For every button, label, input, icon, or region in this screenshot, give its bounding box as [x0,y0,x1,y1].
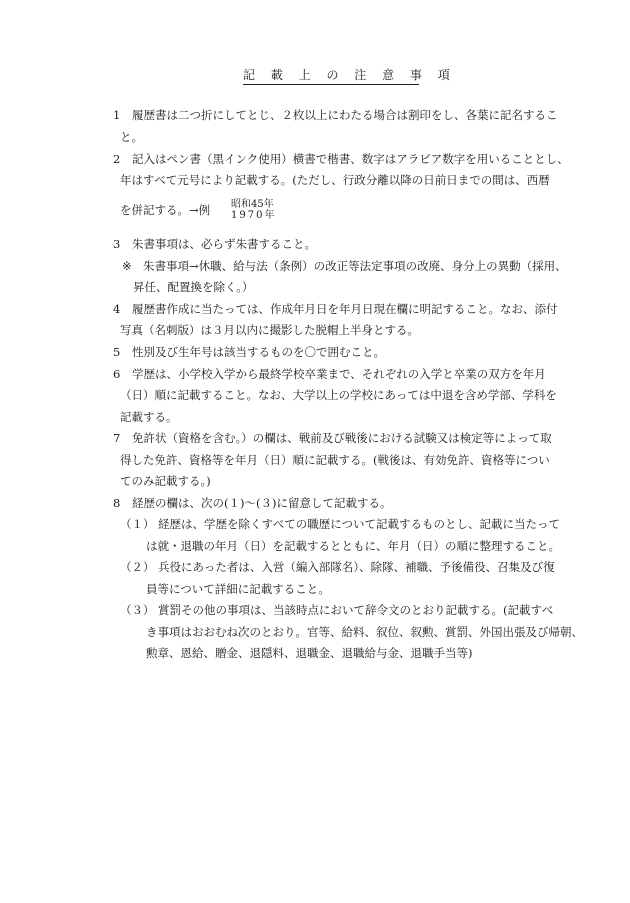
item-5-number: 5 [113,345,121,359]
era-example [231,200,276,221]
item-6-line-3: 記載する。 [120,410,178,424]
document-title: 記 載 上 の 注 意 事 項 [243,66,419,85]
sub-1-line-1: 経歴は、学歴を除くすべての職歴について記載するものとし、記載に当たって [158,517,561,531]
item-6-line-1: 学歴は、小学校入学から最終学校卒業まで、それぞれの入学と卒業の双方を年月 [132,367,546,381]
item-7-line-2: 得した免許、資格等を年月（日）順に記載する。(戦後は、有効免許、資格等につい [120,453,550,467]
item-3-number: 3 [113,237,121,251]
item-4-line-1: 履歴書作成に当たっては、作成年月日を年月日現在欄に明記すること。なお、添付 [132,302,558,316]
sub-2-line-2: 員等について詳細に記載すること。 [146,582,330,596]
sub-3-line-2: き事項はおおむね次のとおり。官等、給料、叙位、叙勲、賞罰、外国出張及び帰朝、 [146,625,583,639]
sub-3-line-1: 賞罰その他の事項は、当該時点において辞令文のとおり記載する。(記載すべ [158,603,554,617]
item-3-line-1: 朱書事項は、必らず朱書すること。 [132,237,316,251]
item-8-number: 8 [113,496,121,510]
sub-3-line-3: 勲章、恩給、贈金、退隠料、退職金、退職給与金、退職手当等) [146,646,473,660]
note-mark: ※ [122,259,132,273]
item-8-line-1: 経歴の欄は、次の(１)～(３)に留意して記載する。 [132,496,392,510]
item-7-line-3: てのみ記載する。) [120,474,211,488]
era-example-western: 1970年 [231,210,277,221]
sub-3-number: （３） [120,603,155,617]
sub-1-number: （１） [120,517,155,531]
item-2-number: 2 [113,152,121,166]
item-7-line-1: 免許状（資格を含む。）の欄は、戦前及び戦後における試験又は検定等によって取 [132,431,552,445]
note-line-1: 朱書事項→休職、給与法（条例）の改正等法定事項の改廃、身分上の異動（採用、 [143,259,567,273]
item-5-line-1: 性別及び生年号は該当するものを〇で囲むこと。 [132,345,385,359]
sub-2-line-1: 兵役にあった者は、入営（編入部隊名）、除隊、補職、予後備役、召集及び復 [158,560,555,574]
item-2-line-1: 記入はペン書（黒インク使用）横書で楷書、数字はアラビア数字を用いることとし、 [132,152,569,166]
item-4-number: 4 [113,302,121,316]
item-6-number: 6 [113,367,121,381]
note-line-2: 昇任、配置換を除く。） [133,280,254,294]
item-6-line-2: （日）順に記載すること。なお、大学以上の学校にあっては中退を含め学部、学科を [120,388,557,402]
item-1-line-2: と。 [120,130,143,144]
sub-2-number: （２） [120,560,155,574]
era-example-showa: 昭和45年 [231,199,274,210]
item-1-line-1: 履歴書は二つ折にしてとじ、２枚以上にわたる場合は割印をし、各葉に記名するこ [132,108,558,122]
item-4-line-2: 写真（名刺版）は３月以内に撮影した脱帽上半身とする。 [120,323,419,337]
item-2-line-2: 年はすべて元号により記載する。(ただし、行政分離以降の日前日までの間は、西暦 [120,173,550,187]
sub-1-line-2: は就・退職の年月（日）を記載するとともに、年月（日）の順に整理すること。 [146,539,560,553]
item-2-line-3: を併記する。→例 [120,203,211,217]
item-1-number: 1 [113,108,121,122]
item-7-number: 7 [113,431,121,445]
